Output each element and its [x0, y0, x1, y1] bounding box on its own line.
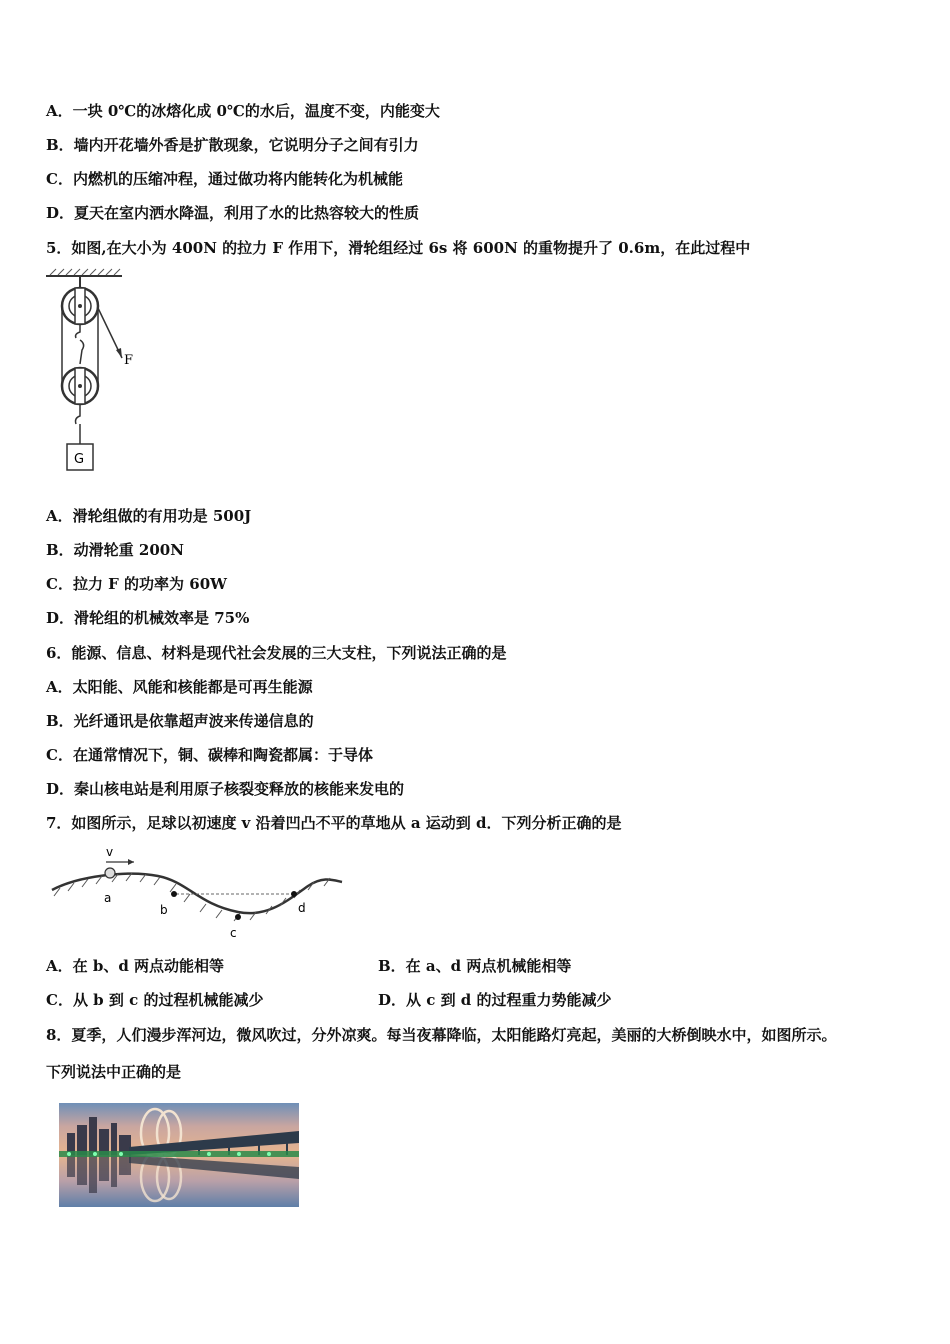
q4-option-a: A．一块 0℃的冰熔化成 0℃的水后，温度不变，内能变大 [46, 102, 440, 120]
q7-option-d: D．从 c 到 d 的过程重力势能减少 [378, 991, 612, 1009]
force-label: F [124, 353, 134, 368]
q8-stem-line2: 下列说法中正确的是 [46, 1063, 182, 1081]
q5-option-d: D．滑轮组的机械效率是 75% [46, 609, 250, 627]
q7-option-c: C．从 b 到 c 的过程机械能减少 [46, 991, 264, 1009]
q7-stem: 7．如图所示，足球以初速度 v 沿着凹凸不平的草地从 a 运动到 d．下列分析正确的是 [46, 814, 622, 832]
velocity-label: v [106, 845, 114, 859]
q5-option-a: A．滑轮组做的有用功是 500J [46, 507, 252, 525]
q6-option-d: D．秦山核电站是利用原子核裂变释放的核能来发电的 [46, 780, 405, 798]
q5-stem: 5．如图,在大小为 400N 的拉力 F 作用下，滑轮组经过 6s 将 600N 的重物提升了 0.6m，在此过程中 [46, 239, 751, 257]
point-c-label: c [230, 926, 237, 940]
q6-option-a: A．太阳能、风能和核能都是可再生能源 [46, 678, 313, 696]
point-a-label: a [104, 891, 112, 905]
q7-option-b: B．在 a、d 两点机械能相等 [378, 957, 572, 975]
q4-option-c: C．内燃机的压缩冲程，通过做功将内能转化为机械能 [46, 170, 403, 188]
q5-option-c: C．拉力 F 的功率为 60W [46, 575, 227, 593]
q6-option-b: B．光纤通讯是依靠超声波来传递信息的 [46, 712, 314, 730]
weight-label: G [74, 452, 85, 467]
pulley-figure [42, 268, 152, 480]
q8-stem: 8．夏季，人们漫步浑河边，微风吹过，分外凉爽。每当夜幕降临，太阳能路灯亮起，美丽的大桥倒映水中，如图所示。 [46, 1026, 837, 1044]
ball [105, 868, 115, 878]
q6-option-c: C．在通常情况下，铜、碳棒和陶瓷都属：于导体 [46, 746, 373, 764]
point-b-label: b [160, 903, 168, 917]
q6-stem: 6．能源、信息、材料是现代社会发展的三大支柱，下列说法正确的是 [46, 644, 507, 662]
point-d-label: d [298, 901, 306, 915]
q4-option-b: B．墙内开花墙外香是扩散现象，它说明分子之间有引力 [46, 136, 419, 154]
movable-pulley [62, 368, 98, 404]
q4-option-d: D．夏天在室内洒水降温，利用了水的比热容较大的性质 [46, 204, 420, 222]
q7-option-a: A．在 b、d 两点动能相等 [46, 957, 225, 975]
terrain-figure [48, 842, 348, 940]
bridge-photo [59, 1103, 299, 1207]
q5-option-b: B．动滑轮重 200N [46, 541, 184, 559]
fixed-pulley [62, 288, 98, 324]
